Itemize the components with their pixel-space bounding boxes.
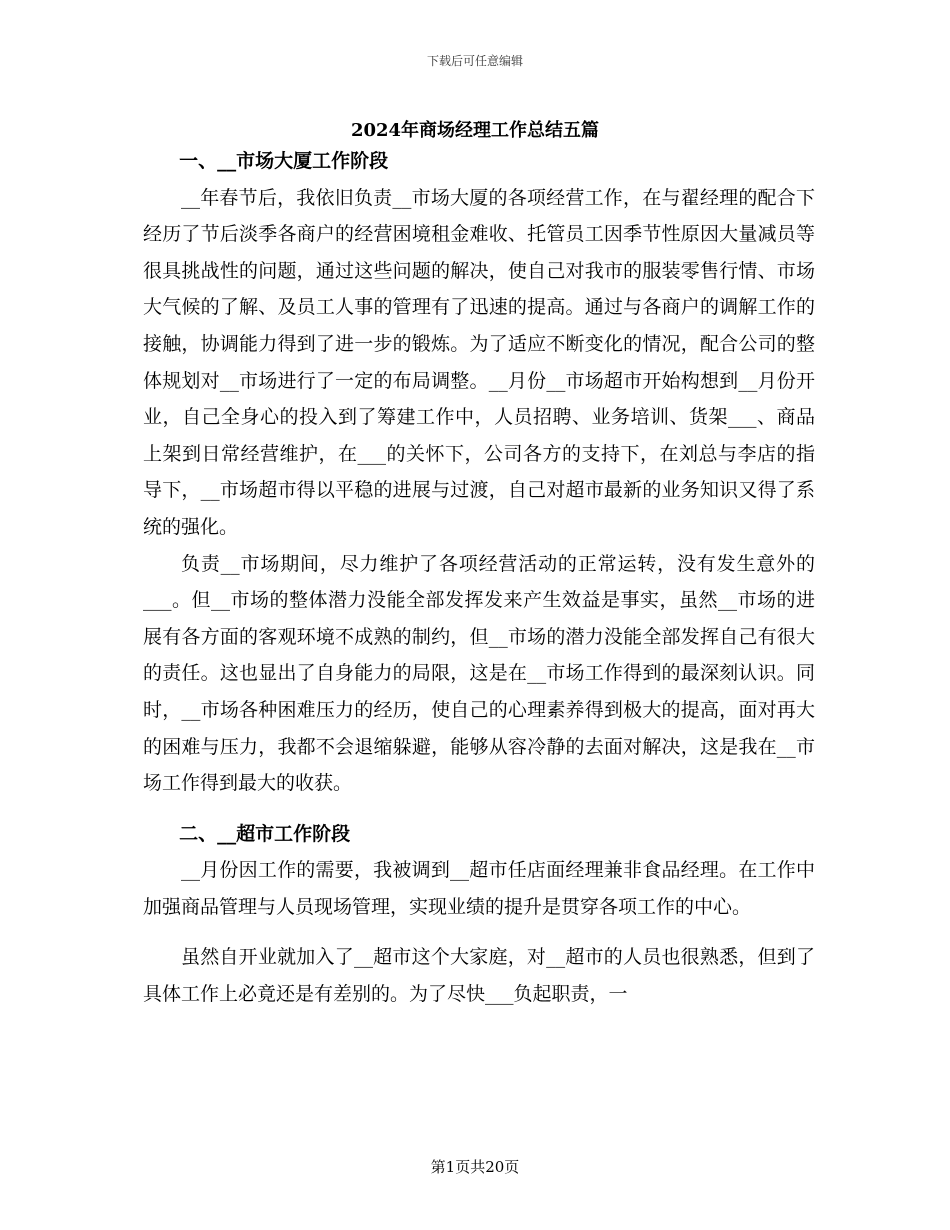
paragraph: __月份因工作的需要，我被调到__超市任店面经理兼非食品经理。在工作中加强商品管理与人员现场管理，实现业绩的提升是贯穿各项工作的中心。 [143, 859, 815, 918]
paragraph: 虽然自开业就加入了__超市这个大家庭，对__超市的人员也很熟悉，但到了具体工作上必竟还是有差别的。为了尽快___负起职责，一 [143, 946, 815, 1006]
section-heading-2: 二、__超市工作阶段 [179, 822, 351, 845]
paragraph: 负责__市场期间，尽力维护了各项经营活动的正常运转，没有发生意外的___。但__市场的整体潜力没能全部发挥发来产生效益是事实，虽然__市场的进展有各方面的客观环境不成熟的制约，但__市场的潜力没能全部发挥自己有很大的责任。这也显出了自身能力的局限，这是在__市场工作得到的最深刻认识。同时，__市场各种困难压力的经历，使自己的心理素养得到极大的提高，面对再大的困难与压力，我都不会退缩躲避，能够从容冷静的去面对解决，这是我在__市场工作得到最大的收获。 [143, 552, 815, 795]
document-body [143, 143, 815, 1013]
section-heading-1: 一、__市场大厦工作阶段 [179, 150, 389, 172]
paragraph: __年春节后，我依旧负责__市场大厦的各项经营工作，在与翟经理的配合下经历了节后淡季各商户的经营困境租金难收、托管员工因季节性原因大量减员等很具挑战性的问题，通过这些问题的解决，使自己对我市的服装零售行情、市场大气候的了解、及员工人事的管理有了迅速的提高。通过与各商户的调解工作的接触，协调能力得到了进一步的锻炼。为了适应不断变化的情况，配合公司的整体规划对__市场进行了一定的布局调整。__月份__市场超市开始构想到__月份开业，自己全身心的投入到了筹建工作中，人员招聘、业务培训、货架___、商品上架到日常经营维护，在___的关怀下，公司各方的支持下，在刘总与李店的指导下，__市场超市得以平稳的进展与过渡，自己对超市最新的业务知识又得了系统的强化。 [143, 186, 815, 538]
page-header: 下载后可任意编辑 [426, 54, 523, 68]
document-title: 2024年商场经理工作总结五篇 [350, 120, 600, 141]
page-footer: 第1页共20页 [430, 1158, 520, 1176]
